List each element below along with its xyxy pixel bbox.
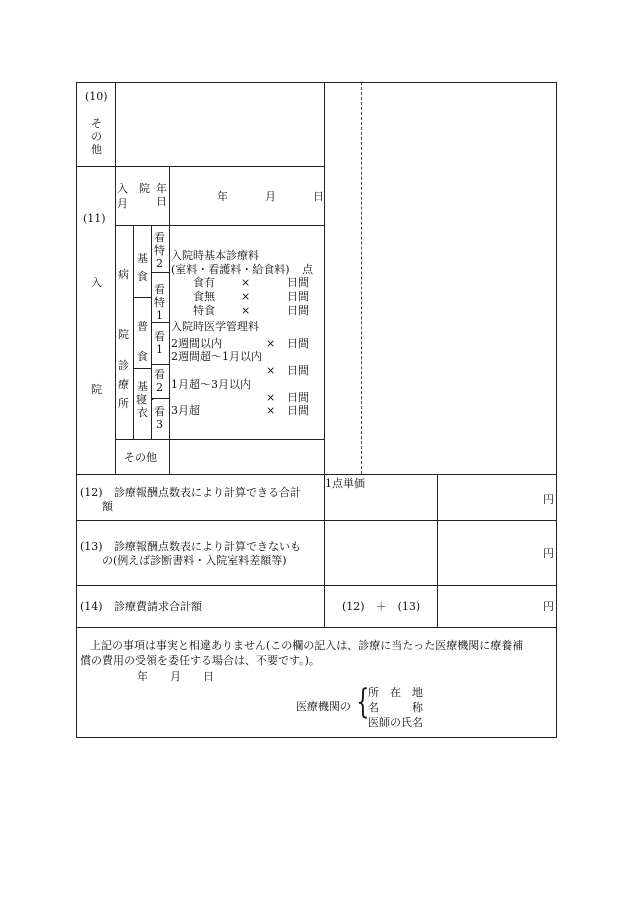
col-kishinshoku: 基寝・衣 <box>136 380 158 419</box>
sep-11-12 <box>76 474 557 475</box>
upper-dashed-divider <box>361 82 362 474</box>
meal-unit-1: 日間 <box>287 290 309 303</box>
mgmt-times-2: × <box>266 391 276 404</box>
mgmt-label-0: 2週間以内 <box>171 337 222 350</box>
sec12-point-unit: 1点単価 <box>325 477 365 490</box>
grade-sep-2 <box>151 322 169 323</box>
sec12-number: (12) <box>80 486 103 499</box>
col-futsushoku: 普食 <box>137 320 148 363</box>
grade-kan1: 看1 <box>154 330 165 356</box>
mgmt-label-1: 2週間超〜1月以内 <box>171 350 262 363</box>
frame-bottom <box>76 737 557 738</box>
left-label-divider <box>115 82 116 474</box>
col-hospital: 病院 <box>118 268 129 341</box>
sec14-text: 診療費請求合計額 <box>114 600 202 613</box>
mgmt-unit-1: 日間 <box>287 364 309 377</box>
basic-fee-unit: 点 <box>302 263 313 276</box>
block-col-b <box>151 225 152 439</box>
kishoku-bottom <box>133 297 151 298</box>
sec13-yen: 円 <box>543 547 554 560</box>
sec12-14-divider-b <box>437 474 438 627</box>
block-bottom <box>115 439 325 440</box>
cert-inst-label: 医療機関の <box>296 700 351 713</box>
basic-fee-line2: (室料・看護料・給食料) <box>171 263 290 276</box>
upper-right-divider <box>324 82 325 474</box>
sec11-other: その他 <box>124 451 157 464</box>
sep-12-13 <box>76 520 557 521</box>
admit-month: 月 <box>265 190 276 203</box>
sec13-number: (13) <box>80 540 103 553</box>
meal-times-0: × <box>241 276 251 289</box>
grade-sep-1 <box>151 272 169 273</box>
sec14-yen: 円 <box>543 600 554 613</box>
sec11-label-ni: 入 <box>91 276 102 289</box>
mgmt-fee: 入院時医学管理料 <box>171 320 259 333</box>
cert-line1: 上記の事項は事実と相違ありません(この欄の記入は、診療に当たった医療機関に療養補 <box>90 639 524 652</box>
frame-left <box>76 82 77 737</box>
meal-label-2: 特食 <box>193 304 215 317</box>
sec14-number: (14) <box>80 600 103 613</box>
mgmt-unit-3: 日間 <box>287 404 309 417</box>
admit-label-top: 入 院 <box>117 182 150 195</box>
sep-14-cert <box>76 627 557 628</box>
sep-13-14 <box>76 585 557 586</box>
grade-tokutoku1: 看特1 <box>154 283 165 322</box>
meal-times-1: × <box>241 290 251 303</box>
grade-kan3: 看3 <box>154 405 165 431</box>
sec10-number: (10) <box>85 90 108 103</box>
sec11-number: (11) <box>83 212 106 225</box>
col-clinic: 診療所 <box>118 359 129 410</box>
mgmt-unit-2: 日間 <box>287 391 309 404</box>
cert-field-doctor: 医師の氏名 <box>368 716 423 729</box>
grade-kan2: 看2 <box>154 368 165 394</box>
basic-fee-line1: 入院時基本診療料 <box>171 249 259 262</box>
cert-field-address: 所 在 地 <box>368 686 423 699</box>
admit-day: 日 <box>313 190 324 203</box>
sec13-text1: 診療報酬点数表により計算できないも <box>114 540 301 553</box>
cert-line2: 償の費用の受領を委任する場合は、不要です。)。 <box>80 654 320 667</box>
admit-row-bottom <box>115 225 325 226</box>
admit-year: 年 <box>217 190 228 203</box>
sec14-formula: (12) ＋ (13) <box>342 600 421 613</box>
mgmt-unit-0: 日間 <box>287 337 309 350</box>
mgmt-times-1: × <box>266 364 276 377</box>
grade-sep-3 <box>151 364 169 365</box>
mgmt-label-2: 1月超〜3月以内 <box>171 378 251 391</box>
sec12-text1: 診療報酬点数表により計算できる合計 <box>114 486 301 499</box>
cert-field-name: 名 称 <box>368 701 423 714</box>
meal-unit-2: 日間 <box>287 304 309 317</box>
mgmt-label-3: 3月超 <box>171 404 200 417</box>
admit-label-ymd: 年日 <box>156 182 167 208</box>
grade-tokutoku2: 看特2 <box>154 231 165 270</box>
meal-label-1: 食無 <box>193 290 215 303</box>
sec12-14-divider-a <box>324 474 325 627</box>
mgmt-times-0: × <box>266 337 276 350</box>
meal-unit-0: 日間 <box>287 276 309 289</box>
cert-date: 年 月 日 <box>137 670 214 683</box>
frame-right <box>556 82 557 737</box>
mgmt-times-3: × <box>266 404 276 417</box>
meal-times-2: × <box>241 304 251 317</box>
sec10-title: その他 <box>91 117 102 156</box>
sec13-text2: の(例えば診断書料・入院室料差額等) <box>102 554 287 567</box>
sec11-label-in: 院 <box>91 383 102 396</box>
col-kishoku: 基食 <box>137 252 148 283</box>
sec12-text2: 額 <box>102 500 113 513</box>
block-col-a <box>133 225 134 439</box>
admit-label-bot: 月 <box>117 197 128 210</box>
admit-label-divider <box>169 166 170 474</box>
frame-top <box>76 82 557 83</box>
cert-brace: { <box>356 682 370 722</box>
sep-10-11 <box>76 166 325 167</box>
sec12-yen: 円 <box>543 493 554 506</box>
meal-label-0: 食有 <box>193 276 215 289</box>
